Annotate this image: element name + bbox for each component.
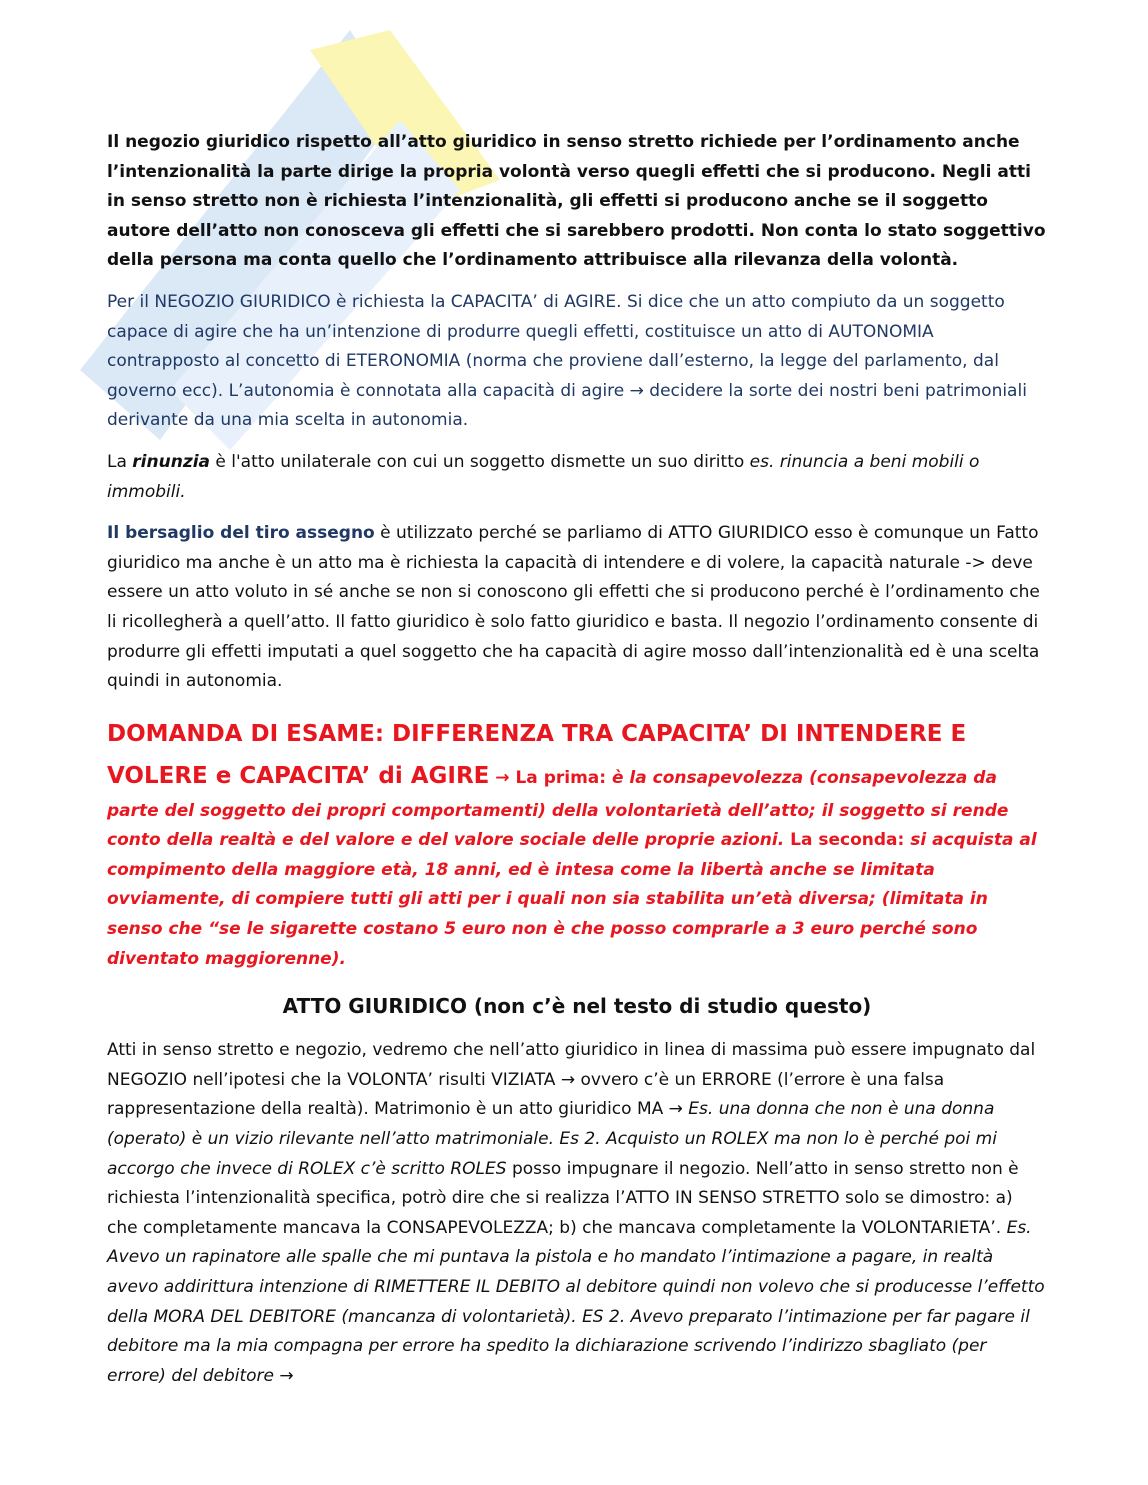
paragraph-negozio: Il negozio giuridico rispetto all’atto giuridico in senso stretto richiede per l’ordinamento anche l’intenzionalità la parte dirige la propria volontà verso quegli effetti che si producono. Negli atti in senso stretto non è richiesta l’intenzionalità, gli effetti si producono anche se il soggetto autore dell’atto non conosceva gli effetti che si sarebbero prodotti. Non conta lo stato soggettivo della persona ma conta quello che l’ordinamento attribuisce alla rilevanza della volontà.	[107, 132, 1046, 271]
exam-question	[107, 713, 1047, 975]
exam-label-prima: La prima:	[515, 767, 612, 788]
rinunzia-term: rinunzia	[132, 451, 211, 472]
section-heading: ATTO GIURIDICO (non c’è nel testo di studio questo)	[282, 994, 872, 1019]
bersaglio-lead: Il bersaglio del tiro assegno	[107, 523, 375, 544]
paragraph-capacita-agire: Per il NEGOZIO GIURIDICO è richiesta la CAPACITA’ di AGIRE. Si dice che un atto compiuto da un soggetto capace di agire che ha un’intenzione di produrre quegli effetti, costituisce un atto di AUTONOMIA contrapposto al concetto di ETERONOMIA (norma che proviene dall’esterno, la legge del parlamento, dal governo ecc). L’autonomia è connotata alla capacità di agire → decidere la sorte dei nostri beni patrimoniali derivante da una mia scelta in autonomia.	[107, 291, 1027, 431]
atti-i1: Es. una donna che non è una donna (operato) è un vizio rilevante nell’atto matrimoniale. Es 2. Acquisto un ROLEX ma non lo è perché poi mi accorgo che invece di ROLEX c’è scritto ROLES	[107, 1099, 997, 1179]
atti-s1: Atti in senso stretto e negozio, vedremo che nell’atto giuridico in linea di massima può essere impugnato dal NEGOZIO nell’ipotesi che la VOLONTA’ risulti VIZIATA → ovvero c’è un ERRORE (l’errore è una falsa rappresentazione della realtà). Matrimonio è un atto giuridico MA →	[107, 1040, 1036, 1120]
paragraph-rinunzia	[107, 448, 1047, 507]
bersaglio-rest: è utilizzato perché se parliamo di ATTO GIURIDICO esso è comunque un Fatto giuridico ma anche è un atto ma è richiesta la capacità di intendere e di volere, la capacità naturale -> deve essere un atto voluto in sé anche se non si conoscono gli effetti che si producono perché è l’ordinamento che li ricollegherà a quell’atto. Il fatto giuridico è solo fatto giuridico e basta. Il negozio l’ordinamento consente di produrre gli effetti imputati a quel soggetto che ha capacità di agire mosso dall’intenzionalità ed è una scelta quindi in autonomia.	[107, 523, 1040, 692]
atti-s3: →	[273, 1365, 294, 1386]
exam-text-seconda: si acquista al compimento della maggiore età, 18 anni, ed è intesa come la libertà anche se limitata ovviamente, di compiere tutti gli atti per i quali non sia stabilita un’età diversa; (limitata in senso che “se le sigarette costano 5 euro non è che posso comprarle a 3 euro perché sono diventato maggiorenne).	[107, 830, 1037, 969]
exam-label-seconda: La seconda:	[784, 830, 911, 851]
rinunzia-example: es. rinuncia a beni mobili o immobili.	[107, 451, 980, 502]
paragraph-bersaglio	[107, 519, 1047, 697]
atti-i2: Es. Avevo un rapinatore alle spalle che mi puntava la pistola e ho mandato l’intimazione a pagare, in realtà avevo addirittura intenzione di RIMETTERE IL DEBITO al debitore quindi non volevo che si producesse l’effetto della MORA DEL DEBITORE (mancanza di volontarietà). ES 2. Avevo preparato l’intimazione per far pagare il debitore ma la mia compagna per errore ha spedito la dichiarazione scrivendo l’indirizzo sbagliato (per errore) del debitore	[107, 1217, 1045, 1386]
rinunzia-t1: La	[107, 451, 133, 472]
exam-text-prima: è la consapevolezza (consapevolezza da parte del soggetto dei propri comportamenti) della volontarietà dell’atto; il soggetto si rende conto della realtà e del valore e del valore sociale delle proprie azioni.	[107, 767, 1009, 851]
document-page	[107, 128, 1047, 1391]
rinunzia-t3: è l'atto unilaterale con cui un soggetto dismette un suo diritto	[210, 451, 750, 472]
paragraph-atti-senso-stretto	[107, 1036, 1047, 1391]
exam-title: DOMANDA DI ESAME: DIFFERENZA TRA CAPACITA’ DI INTENDERE E VOLERE e CAPACITA’ di AGIRE	[107, 720, 967, 789]
atti-s2: posso impugnare il negozio. Nell’atto in senso stretto non è richiesta l’intenzionalità specifica, potrò dire che si realizza l’ATTO IN SENSO STRETTO solo se dimostro: a) che completamente mancava la CONSAPEVOLEZZA; b) che mancava completamente la VOLONTARIETA’.	[107, 1158, 1019, 1238]
exam-arrow: →	[489, 767, 516, 788]
